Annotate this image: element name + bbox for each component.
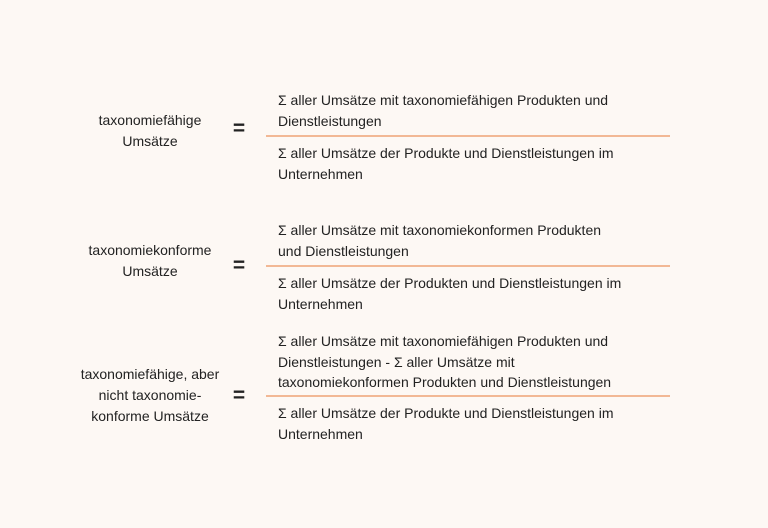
formula-3-denominator — [278, 403, 678, 444]
formula-2-fraction-rule — [266, 265, 670, 267]
formula-3-numerator-line-3: taxonomiekonformen Produkten und Dienstleistungen — [278, 374, 612, 390]
formula-3-denominator-line-1: Σ aller Umsätze der Produkte und Dienstleistungen im — [278, 405, 614, 421]
formula-3-numerator-line-2: Dienstleistungen - Σ aller Umsätze mit — [278, 353, 515, 370]
formula-2-numerator — [278, 220, 678, 261]
formula-1-label-line-1: taxonomiefähige — [98, 112, 202, 128]
formula-1-denominator-line-2: Unternehmen — [278, 165, 363, 182]
formula-3-equals-sign: = — [232, 384, 246, 407]
formula-1-label — [60, 110, 240, 152]
formula-2-denominator-line-1: Σ aller Umsätze der Produkten und Dienstleistungen im — [278, 275, 622, 291]
formula-2-denominator-line-2: Unternehmen — [278, 295, 363, 312]
formula-2-numerator-line-2: und Dienstleistungen — [278, 242, 409, 259]
formula-2-denominator — [278, 273, 678, 314]
formula-1-label-line-2: Umsätze — [122, 133, 178, 149]
formula-3-numerator-line-1: Σ aller Umsätze mit taxonomiefähigen Produkten und — [278, 333, 609, 349]
formula-1-denominator-line-1: Σ aller Umsätze der Produkte und Dienstleistungen im — [278, 145, 614, 161]
formula-3-numerator — [278, 331, 678, 393]
formula-3-fraction-rule — [266, 395, 670, 397]
formula-3-label — [60, 364, 240, 427]
formula-1-numerator-line-2: Dienstleistungen — [278, 112, 382, 129]
formula-2-equals-sign: = — [232, 254, 246, 277]
formula-3-label-line-1: taxonomiefähige, aber — [80, 366, 220, 382]
formula-3-denominator-line-2: Unternehmen — [278, 425, 363, 442]
formula-2-numerator-line-1: Σ aller Umsätze mit taxonomiekonformen Produkten — [278, 222, 602, 238]
formula-3-label-line-2: nicht taxonomie- — [98, 387, 202, 403]
formula-2-label — [60, 240, 240, 282]
formula-3-label-line-3: konforme Umsätze — [91, 408, 209, 424]
formula-2-label-line-2: Umsätze — [122, 263, 178, 279]
formula-1-denominator — [278, 143, 678, 184]
formula-1-equals-sign: = — [232, 117, 246, 140]
formula-1-fraction-rule — [266, 135, 670, 137]
formula-1-numerator — [278, 90, 678, 131]
formula-1-numerator-line-1: Σ aller Umsätze mit taxonomiefähigen Produkten und — [278, 92, 609, 108]
formula-2-label-line-1: taxonomiekonforme — [88, 242, 212, 258]
